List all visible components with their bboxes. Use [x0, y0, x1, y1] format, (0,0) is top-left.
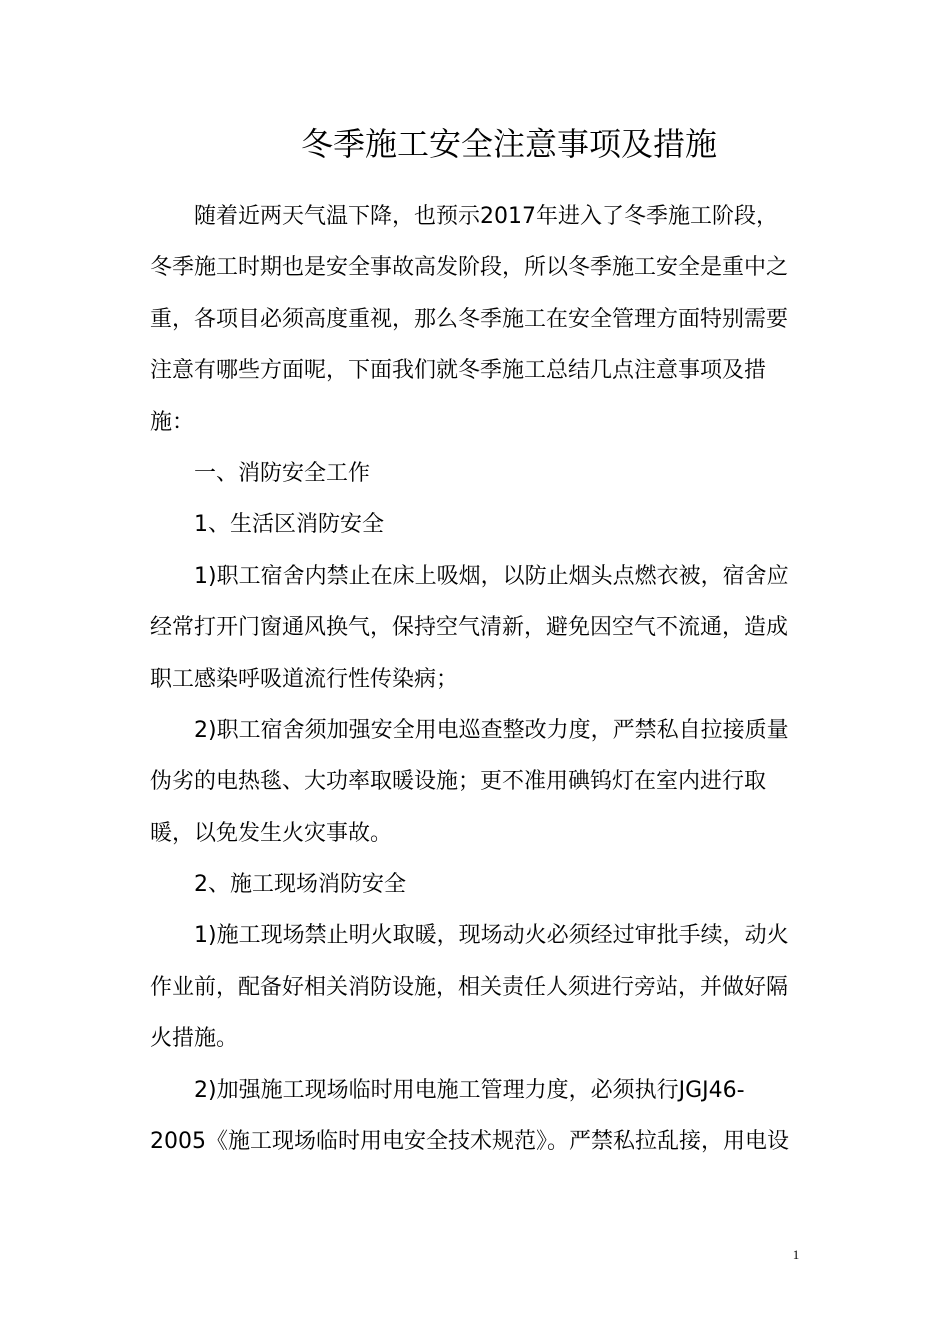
paragraph-line: 2)加强施工现场临时用电施工管理力度，必须执行JGJ46- [194, 1077, 745, 1103]
subsection-heading: 2、施工现场消防安全 [194, 872, 406, 898]
paragraph-line: 1)职工宿舍内禁止在床上吸烟，以防止烟头点燃衣被，宿舍应 [194, 563, 789, 589]
document-title: 冬季施工安全注意事项及措施 [300, 125, 717, 163]
paragraph-line: 施： [150, 409, 195, 435]
section-heading: 一、消防安全工作 [194, 460, 371, 486]
paragraph-line: 随着近两天气温下降，也预示2017年进入了冬季施工阶段， [194, 204, 778, 229]
paragraph-line: 职工感染呼吸道流行性传染病； [150, 666, 459, 692]
paragraph-line: 暖，以免发生火灾事故。 [150, 820, 393, 846]
paragraph-line: 重，各项目必须高度重视，那么冬季施工在安全管理方面特别需要 [150, 306, 789, 332]
paragraph-line: 注意有哪些方面呢，下面我们就冬季施工总结几点注意事项及措 [150, 358, 767, 384]
paragraph-line: 伪劣的电热毯、大功率取暖设施；更不准用碘钨灯在室内进行取 [150, 769, 767, 795]
paragraph-line: 火措施。 [150, 1026, 239, 1052]
document-body [150, 191, 810, 1167]
paragraph-line: 经常打开门窗通风换气，保持空气清新，避免因空气不流通，造成 [150, 615, 789, 641]
subsection-heading: 1、生活区消防安全 [194, 512, 384, 538]
paragraph-line: 1)施工现场禁止明火取暖，现场动火必须经过审批手续，动火 [194, 923, 789, 949]
paragraph-line: 2005《施工现场临时用电安全技术规范》。严禁私拉乱接，用电设 [150, 1129, 789, 1155]
paragraph-line: 作业前，配备好相关消防设施，相关责任人须进行旁站，并做好隔 [150, 974, 789, 1000]
paragraph-line: 冬季施工时期也是安全事故高发阶段，所以冬季施工安全是重中之 [150, 255, 789, 281]
page-number: 1 [792, 1247, 800, 1262]
paragraph-line: 2)职工宿舍须加强安全用电巡查整改力度，严禁私自拉接质量 [194, 717, 789, 743]
